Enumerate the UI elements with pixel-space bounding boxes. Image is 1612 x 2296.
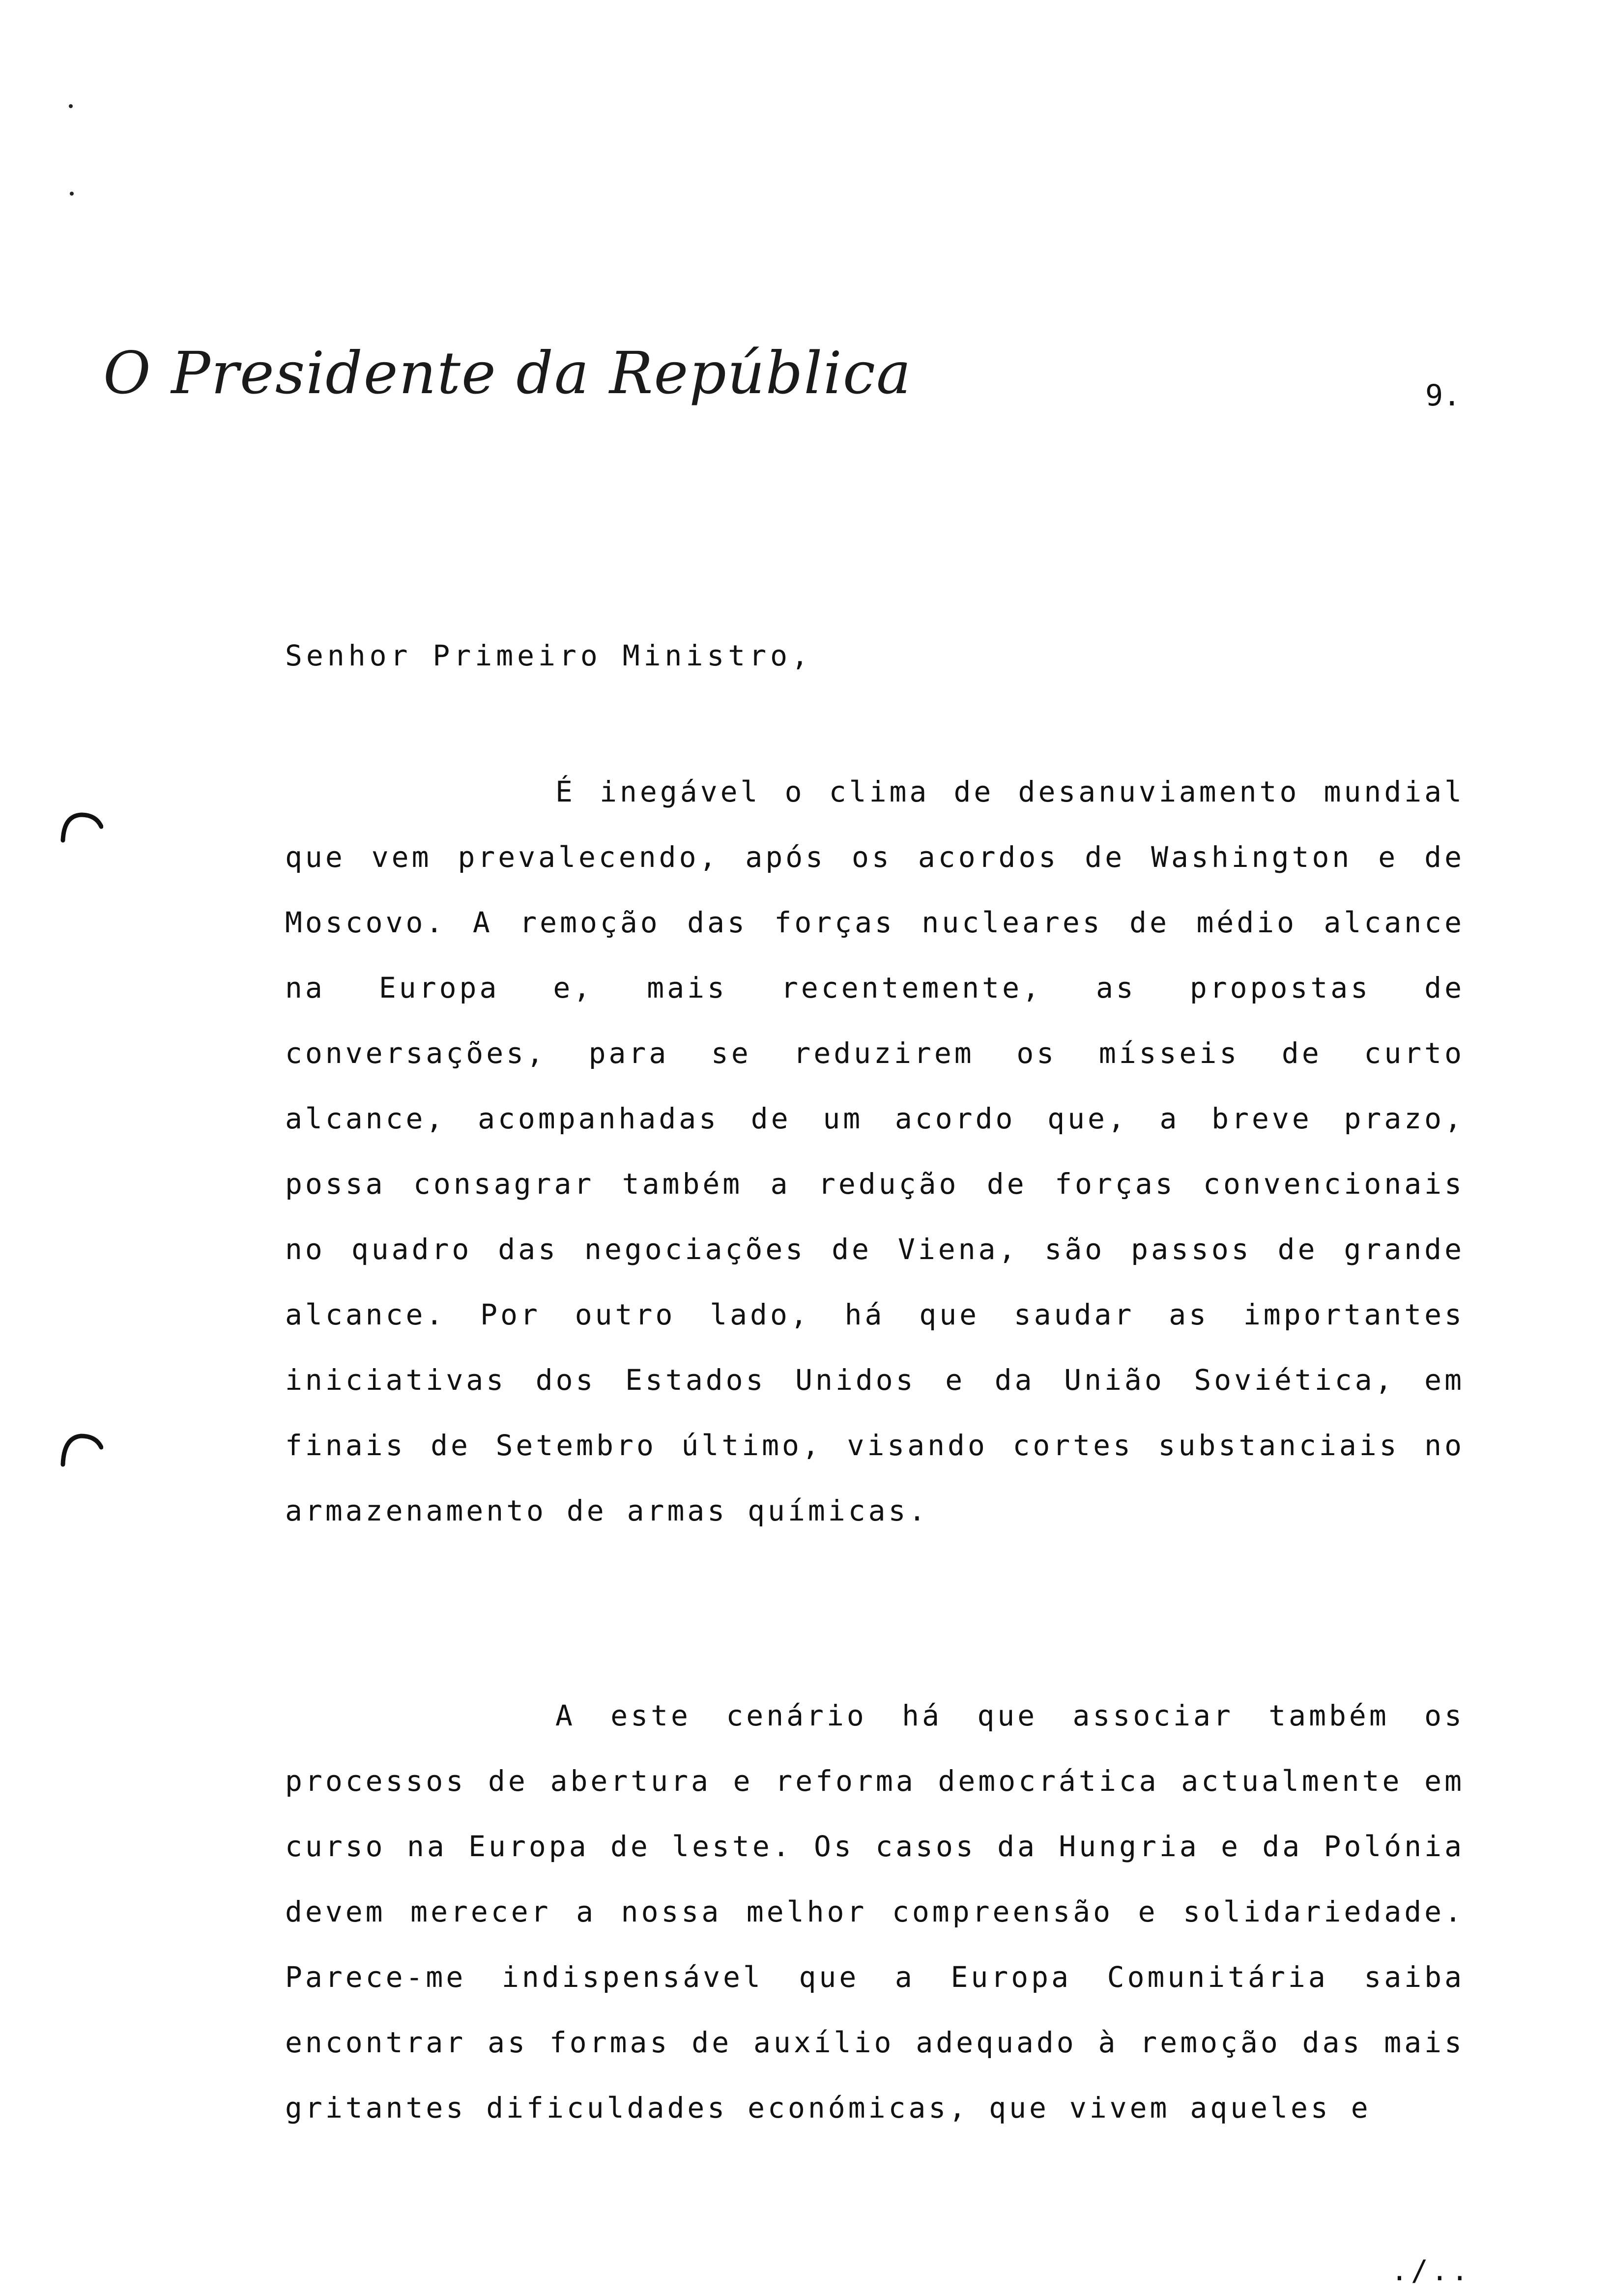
scan-speck [69,104,73,108]
hole-punch-mark-icon [59,1425,103,1469]
page-number: 9. [1425,378,1461,413]
body-paragraph: A este cenário há que associar também os processos de abertura e reforma democrática actualmente em curso na Europa de leste. Os casos da Hungria e da Polónia devem merecer a nossa melhor compreensão e solidariedade. Parece-me indispensável que a Europa Comunitária saiba encontrar as formas de auxílio adequado à remoção das mais gritantes dificuldades económicas, que vivem aqueles e [285,1699,1465,2124]
letterhead-title: O Presidente da República [103,339,912,407]
salutation: Senhor Primeiro Ministro, [285,639,812,672]
continuation-mark: ./.. [1391,2254,1471,2287]
hole-punch-mark-icon [59,806,103,850]
scan-speck [70,192,74,196]
body-paragraph: É inegável o clima de desanuviamento mundial que vem prevalecendo, após os acordos de Washington e de Moscovo. A remoção das forças nucleares de médio alcance na Europa e, mais recentemente, as propostas de conversações, para se reduzirem os mísseis de curto alcance, acompanhadas de um acordo que, a breve prazo, possa consagrar também a redução de forças convencionais no quadro das negociações de Viena, são passos de grande alcance. Por outro lado, há que saudar as importantes iniciativas dos Estados Unidos e da União Soviética, em finais de Setembro último, visando cortes substanciais no armazenamento de armas químicas. [285,775,1465,1527]
